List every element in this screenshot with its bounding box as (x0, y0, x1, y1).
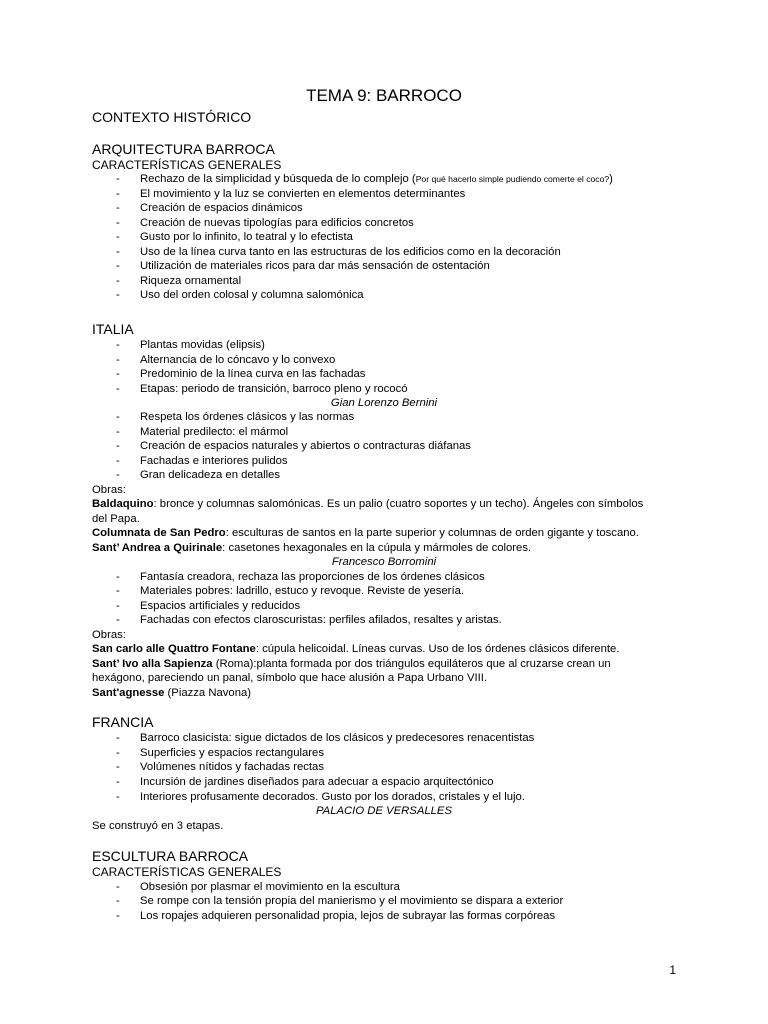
work-entry (92, 497, 672, 511)
subheading-caracteristicas: CARACTERÍSTICAS GENERALES (92, 865, 282, 879)
list-item-text: Espacios artificiales y reducidos (140, 600, 301, 612)
list-item (0, 894, 768, 908)
bullet-dash: - (116, 585, 120, 597)
work-entry (92, 541, 672, 555)
bullet-dash: - (116, 732, 120, 744)
bullet-dash: - (116, 289, 120, 301)
list-item (0, 909, 768, 923)
list-item (0, 880, 768, 894)
bullet-dash: - (116, 440, 120, 452)
page-number: 1 (669, 963, 676, 977)
palacio-heading: PALACIO DE VERSALLES (315, 805, 453, 817)
bullet-dash: - (116, 776, 120, 788)
list-item (0, 425, 768, 439)
section-heading-escultura: ESCULTURA BARROCA (92, 848, 249, 864)
list-item-text: Superficies y espacios rectangulares (140, 747, 324, 759)
list-item (0, 245, 768, 259)
work-description: : bronce y columnas salomónicas. Es un palio (cuatro soportes y un techo). Ángeles con símbolos (153, 498, 644, 510)
list-item (0, 760, 768, 774)
list-item (0, 454, 768, 468)
bullet-dash: - (116, 469, 120, 481)
list-item-text: Volúmenes nítidos y fachadas rectas (140, 761, 324, 773)
list-item (0, 172, 768, 186)
list-item-text: Creación de nuevas tipologías para edificios concretos (140, 217, 414, 229)
work-title: Sant'agnesse (92, 687, 165, 699)
list-item (0, 584, 768, 598)
section-heading-contexto: CONTEXTO HISTÓRICO (92, 109, 252, 125)
list-item (0, 338, 768, 352)
list-item-text: Barroco clasicista: sigue dictados de los clásicos y predecesores renacentistas (140, 732, 535, 744)
bullet-dash: - (116, 202, 120, 214)
list-item (0, 775, 768, 789)
artist-heading-borromini: Francesco Borromini (331, 556, 437, 568)
bullet-dash: - (116, 895, 120, 907)
list-item-text: Obsesión por plasmar el movimiento en la escultura (140, 881, 400, 893)
list-item-text: Gran delicadeza en detalles (140, 469, 281, 481)
bullet-dash: - (116, 383, 120, 395)
work-title: Sant’ Ivo alla Sapienza (92, 658, 213, 670)
list-item-text: Uso del orden colosal y columna salomónica (140, 289, 364, 301)
list-item-text: El movimiento y la luz se convierten en elementos determinantes (140, 188, 466, 200)
list-item (0, 599, 768, 613)
bullet-dash: - (116, 354, 120, 366)
bullet-dash: - (116, 910, 120, 922)
list-item-text: Utilización de materiales ricos para dar más sensación de ostentación (140, 260, 490, 272)
list-item-text: Respeta los órdenes clásicos y las normas (140, 411, 355, 423)
list-item-text: Plantas movidas (elipsis) (140, 339, 265, 351)
list-item-text: Los ropajes adquieren personalidad propia, lejos de subrayar las formas corpóreas (140, 910, 556, 922)
list-item-text: Etapas: periodo de transición, barroco pleno y rococó (140, 383, 408, 395)
bullet-dash: - (116, 217, 120, 229)
bullet-dash: - (116, 614, 120, 626)
work-description: (Roma):planta formada por dos triángulos equiláteros que al cruzarse crean un (212, 658, 611, 670)
section-heading-francia: FRANCIA (92, 714, 154, 730)
bullet-dash: - (116, 231, 120, 243)
list-item-text: Creación de espacios naturales y abiertos o contracturas diáfanas (140, 440, 471, 452)
list-item-text: Se rompe con la tensión propia del manierismo y el movimiento se dispara a exterior (140, 895, 564, 907)
section-heading-arquitectura: ARQUITECTURA BARROCA (92, 141, 275, 157)
work-description: : esculturas de santos en la parte superior y columnas de orden gigante y toscano. (225, 527, 639, 539)
obras-label: Obras: (92, 484, 126, 496)
list-item-text: Predominio de la línea curva en las fachadas (140, 368, 366, 380)
bullet-dash: - (116, 275, 120, 287)
list-item (0, 216, 768, 230)
list-item (0, 259, 768, 273)
bullet-dash: - (116, 411, 120, 423)
bullet-dash: - (116, 881, 120, 893)
work-entry (92, 642, 672, 656)
work-title: Columnata de San Pedro (92, 527, 226, 539)
list-item (0, 570, 768, 584)
list-item-text: Materiales pobres: ladrillo, estuco y revoque. Reviste de yesería. (140, 585, 465, 597)
list-item (0, 439, 768, 453)
work-description: : cúpula helicoidal. Líneas curvas. Uso de los órdenes clásicos diferente. (255, 643, 620, 655)
bullet-dash: - (116, 747, 120, 759)
list-item (0, 274, 768, 288)
bullet-dash: - (116, 600, 120, 612)
work-entry (92, 657, 672, 671)
bullet-dash: - (116, 455, 120, 467)
work-description-cont: del Papa. (92, 513, 140, 525)
list-item (0, 201, 768, 215)
work-title: Baldaquino (92, 498, 154, 510)
bullet-dash: - (116, 368, 120, 380)
work-entry (92, 526, 672, 540)
aside-closing-paren: ) (609, 173, 613, 185)
bullet-dash: - (116, 571, 120, 583)
list-item (0, 367, 768, 381)
list-item-text: Creación de espacios dinámicos (140, 202, 303, 214)
list-item (0, 468, 768, 482)
list-item-text: Riqueza ornamental (140, 275, 242, 287)
etapas-note: Se construyó en 3 etapas. (92, 820, 224, 832)
list-item-text: Fachadas con efectos claroscuristas: perfiles afilados, resaltes y aristas. (140, 614, 502, 626)
section-heading-italia: ITALIA (92, 321, 134, 337)
bullet-dash: - (116, 260, 120, 272)
subheading-caracteristicas: CARACTERÍSTICAS GENERALES (92, 158, 282, 172)
work-description: (Piazza Navona) (164, 687, 252, 699)
page-title: TEMA 9: BARROCO (306, 86, 462, 105)
list-item-text: Fachadas e interiores pulidos (140, 455, 288, 467)
list-item (0, 230, 768, 244)
list-item (0, 410, 768, 424)
list-item-text: Uso de la línea curva tanto en las estructuras de los edificios como en la decoración (140, 246, 561, 258)
aside-small-text: Por qué hacerlo simple pudiendo comerte el coco? (415, 174, 610, 184)
bullet-dash: - (116, 761, 120, 773)
bullet-dash: - (116, 426, 120, 438)
list-item (0, 288, 768, 302)
bullet-dash: - (116, 791, 120, 803)
work-entry (92, 686, 672, 700)
list-item (0, 613, 768, 627)
list-item (0, 790, 768, 804)
bullet-dash: - (116, 188, 120, 200)
obras-label: Obras: (92, 629, 126, 641)
bullet-dash: - (116, 246, 120, 258)
list-item (0, 746, 768, 760)
list-item-text: Gusto por lo infinito, lo teatral y lo efectista (140, 231, 353, 243)
list-item-text: Fantasía creadora, rechaza las proporciones de los órdenes clásicos (140, 571, 485, 583)
list-item-text: Material predilecto: el mármol (140, 426, 289, 438)
list-item (0, 731, 768, 745)
list-item (0, 353, 768, 367)
list-item-text: Interiores profusamente decorados. Gusto por los dorados, cristales y el lujo. (140, 791, 525, 803)
bullet-dash: - (116, 339, 120, 351)
artist-heading-bernini: Gian Lorenzo Bernini (330, 397, 438, 409)
work-title: San carlo alle Quattro Fontane (92, 643, 256, 655)
work-title: Sant’ Andrea a Quirinale (92, 542, 223, 554)
list-item-text: Alternancia de lo cóncavo y lo convexo (140, 354, 336, 366)
list-item-text: Rechazo de la simplicidad y búsqueda de lo complejo ( (140, 173, 416, 185)
work-description-cont: hexágono, pareciendo un panal, símbolo que hace alusión a Papa Urbano VIII. (92, 672, 488, 684)
bullet-dash: - (116, 173, 120, 185)
list-item-text: Incursión de jardines diseñados para adecuar a espacio arquitectónico (140, 776, 494, 788)
list-item (0, 382, 768, 396)
work-description: : casetones hexagonales en la cúpula y mármoles de colores. (222, 542, 532, 554)
list-item (0, 187, 768, 201)
